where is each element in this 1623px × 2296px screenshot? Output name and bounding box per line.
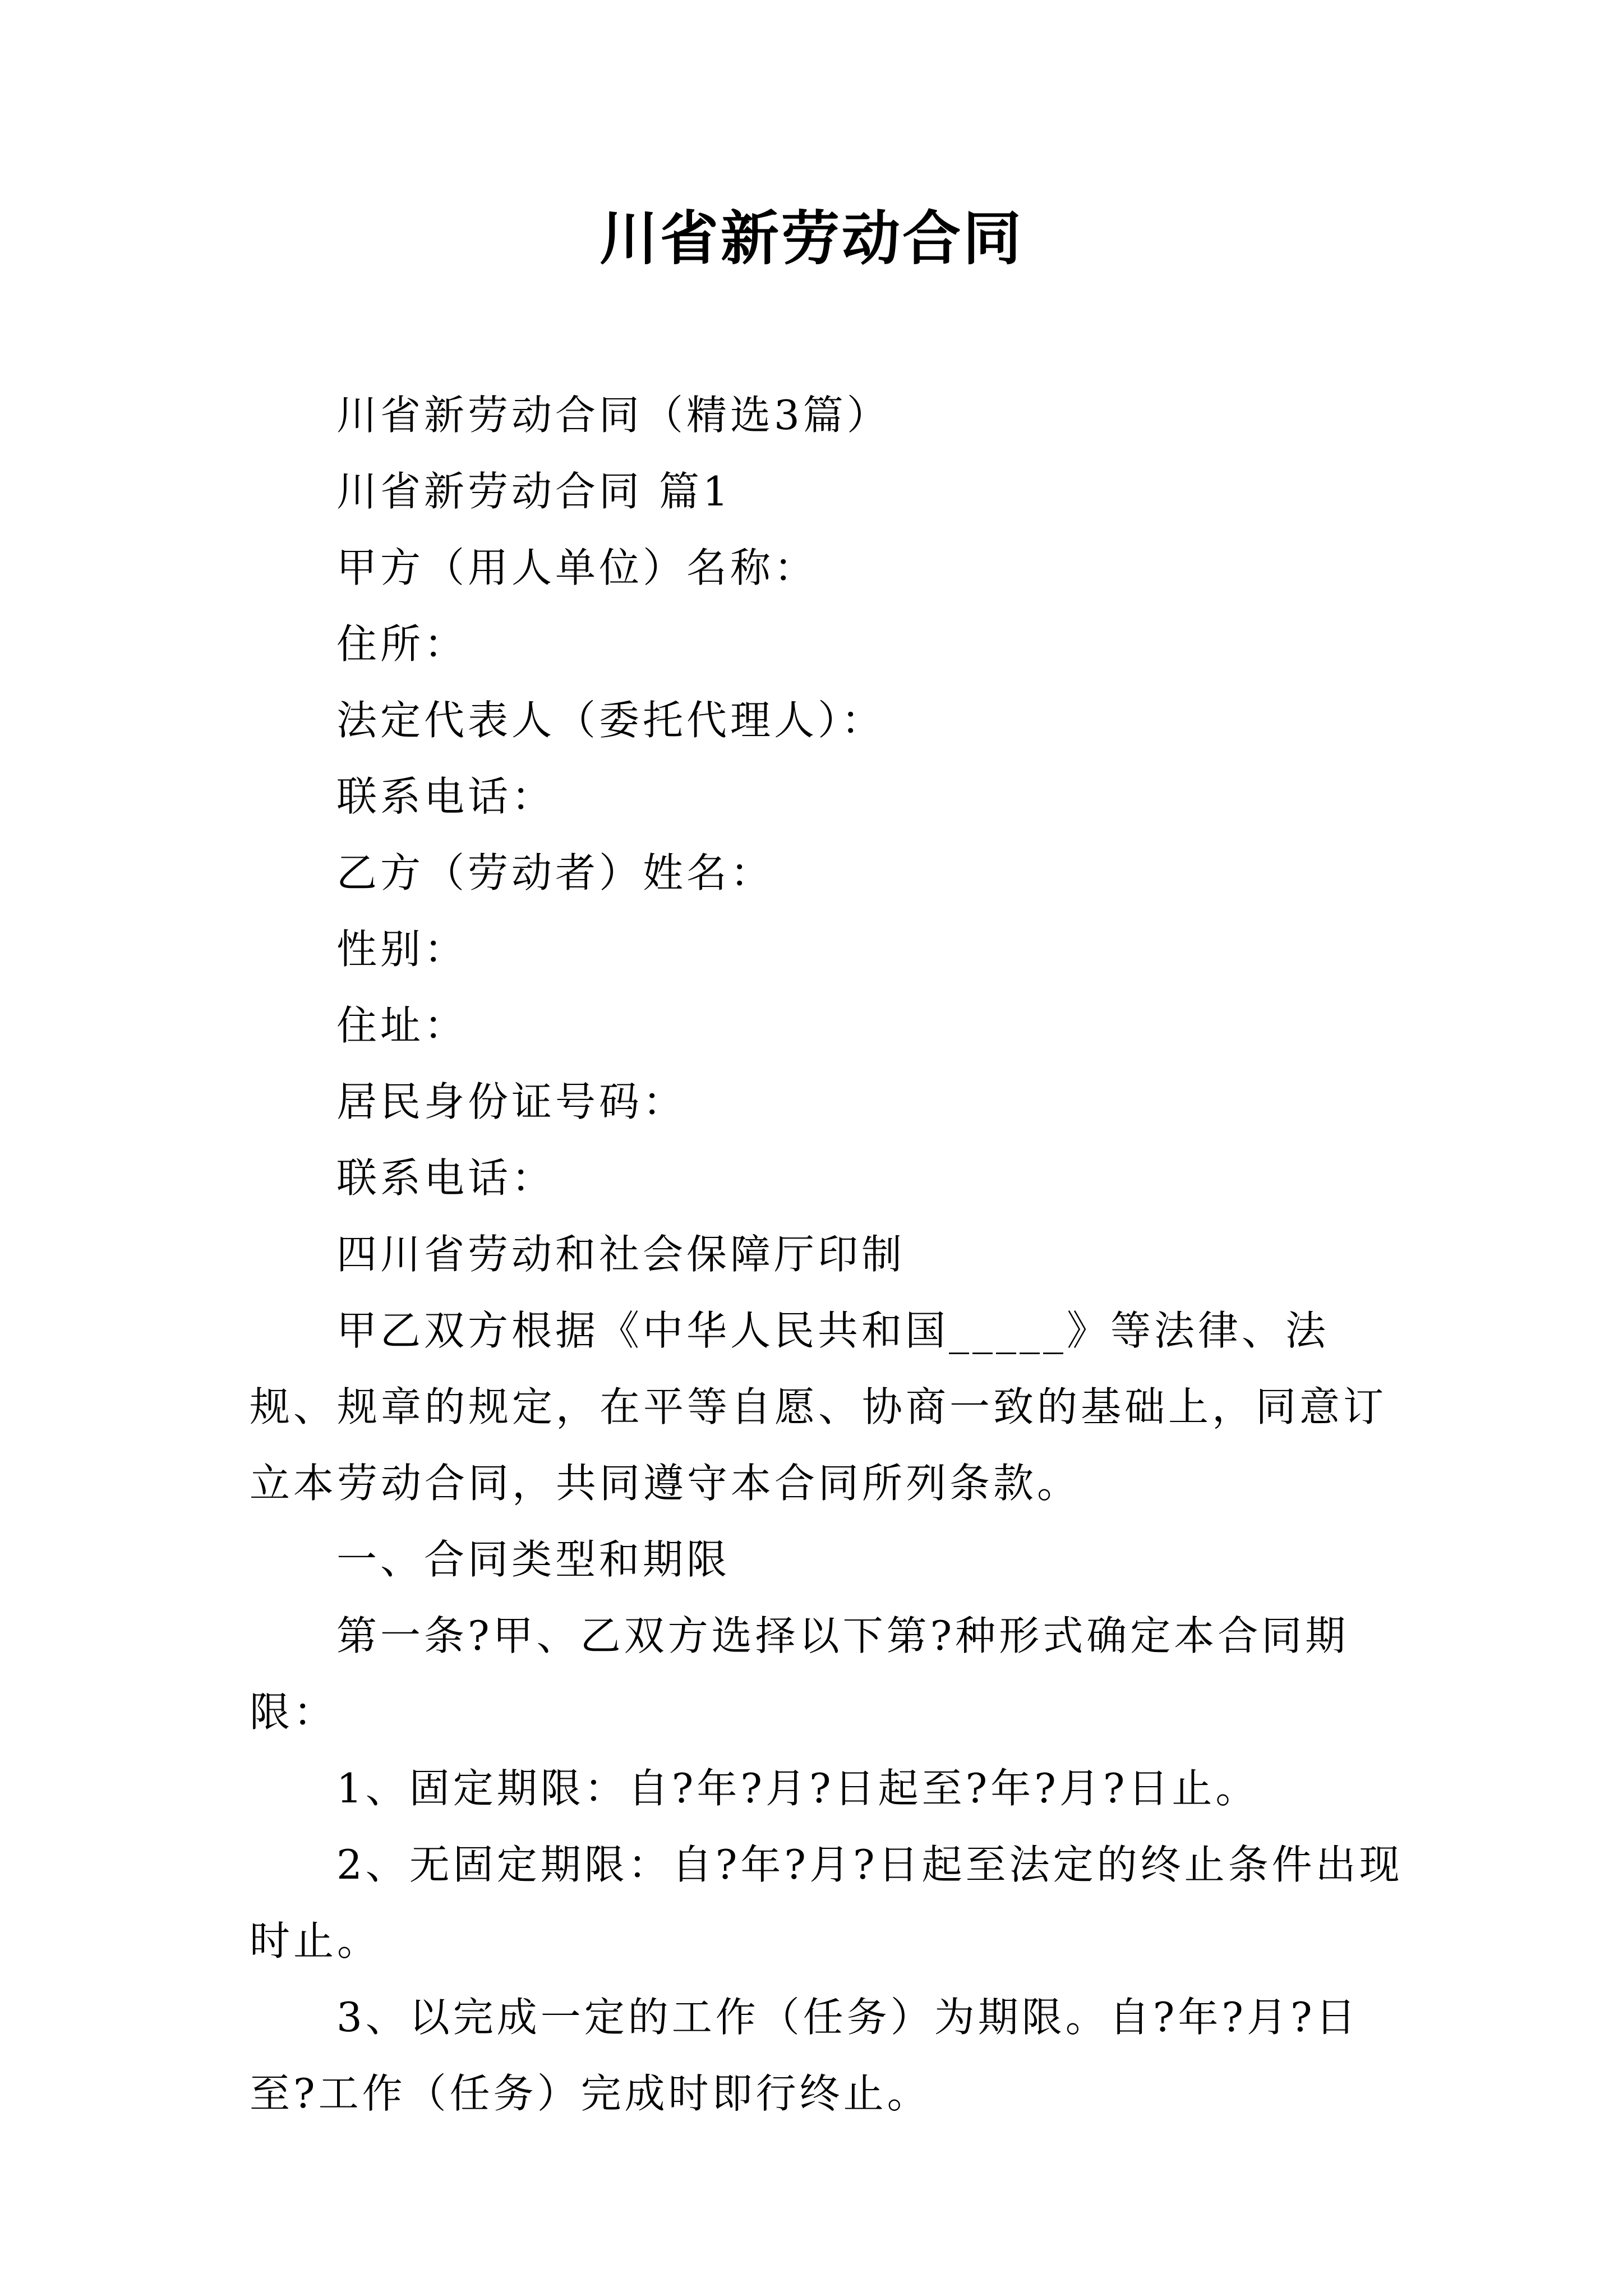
paragraph-employee-address: 住址： bbox=[336, 1002, 468, 1049]
paragraph-legal-representative: 法定代表人（委托代理人）： bbox=[336, 697, 886, 744]
paragraph-employer-phone: 联系电话： bbox=[336, 773, 556, 820]
paragraph-option-3: 3、以完成一定的工作（任务）为期限。自?年?月?日至?工作（任务）完成时即行终止。 bbox=[250, 1994, 1359, 2117]
paragraph-employer-name: 甲方（用人单位）名称： bbox=[336, 544, 818, 591]
paragraph-employee-name: 乙方（劳动者）姓名： bbox=[336, 849, 774, 896]
document-body bbox=[250, 377, 1405, 2132]
paragraph-section-heading: 川省新劳动合同 篇1 bbox=[336, 468, 732, 515]
document-title: 川省新劳动合同 bbox=[599, 204, 1023, 273]
paragraph-employee-gender: 性别： bbox=[336, 926, 468, 973]
paragraph-chapter-heading: 一、合同类型和期限 bbox=[336, 1536, 731, 1583]
paragraph-preamble: 甲乙双方根据《中华人民共和国_____》等法律、法规、规章的规定，在平等自愿、协商一致的基础上，同意订立本劳动合同，共同遵守本合同所列条款。 bbox=[250, 1307, 1387, 1507]
paragraph-printed-by: 四川省劳动和社会保障厅印制 bbox=[336, 1231, 906, 1278]
paragraph-subtitle: 川省新劳动合同（精选3篇） bbox=[336, 392, 891, 439]
paragraph-option-1: 1、固定期限：自?年?月?日起至?年?月?日止。 bbox=[336, 1765, 1260, 1812]
paragraph-id-number: 居民身份证号码： bbox=[336, 1078, 687, 1125]
paragraph-option-2: 2、无固定期限：自?年?月?日起至法定的终止条件出现时止。 bbox=[250, 1841, 1403, 1964]
paragraph-article-1: 第一条?甲、乙双方选择以下第?种形式确定本合同期限： bbox=[250, 1612, 1349, 1736]
paragraph-employer-address: 住所： bbox=[336, 620, 468, 668]
paragraph-employee-phone: 联系电话： bbox=[336, 1154, 556, 1202]
